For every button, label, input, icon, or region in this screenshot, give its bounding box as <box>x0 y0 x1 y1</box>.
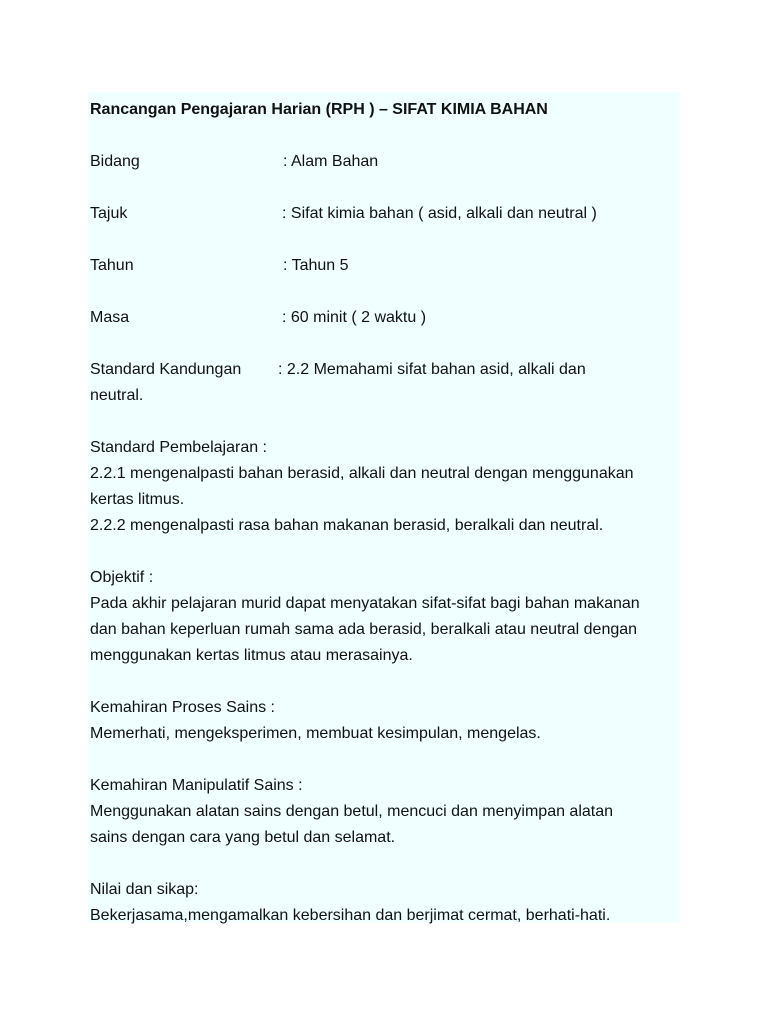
section-heading-objektif: Objektif : <box>90 569 154 586</box>
field-value: : Sifat kimia bahan ( asid, alkali dan neutral ) <box>282 205 597 222</box>
field-label: Standard Kandungan <box>90 361 242 378</box>
section-line: Menggunakan alatan sains dengan betul, mencuci dan menyimpan alatan <box>90 803 614 820</box>
section-heading-kemahiran-proses: Kemahiran Proses Sains : <box>90 699 275 716</box>
section-line: sains dengan cara yang betul dan selamat. <box>90 829 396 846</box>
section-line: 2.2.2 mengenalpasti rasa bahan makanan berasid, beralkali dan neutral. <box>90 517 604 534</box>
document-content <box>90 97 680 929</box>
section-line: dan bahan keperluan rumah sama ada berasid, beralkali atau neutral dengan <box>90 621 638 638</box>
field-masa <box>90 305 680 331</box>
section-line: Bekerjasama,mengamalkan kebersihan dan berjimat cermat, berhati-hati. <box>90 907 611 924</box>
section-line: Pada akhir pelajaran murid dapat menyatakan sifat-sifat bagi bahan makanan <box>90 595 640 612</box>
field-label: Tahun <box>90 257 134 274</box>
section-line: kertas litmus. <box>90 491 185 508</box>
field-label: Bidang <box>90 153 140 170</box>
field-standard-kandungan <box>90 357 680 383</box>
field-tajuk <box>90 201 680 227</box>
field-value: : Tahun 5 <box>283 257 349 274</box>
section-heading-standard-pembelajaran: Standard Pembelajaran : <box>90 439 267 456</box>
field-tahun <box>90 253 680 279</box>
section-heading-nilai: Nilai dan sikap: <box>90 881 199 898</box>
field-label: Masa <box>90 309 130 326</box>
field-value-continuation: neutral. <box>90 387 144 404</box>
field-label: Tajuk <box>90 205 128 222</box>
field-bidang <box>90 149 680 175</box>
field-value: : 60 minit ( 2 waktu ) <box>282 309 427 326</box>
field-value: : Alam Bahan <box>283 153 379 170</box>
field-value: : 2.2 Memahami sifat bahan asid, alkali dan <box>278 361 586 378</box>
section-line: Memerhati, mengeksperimen, membuat kesimpulan, mengelas. <box>90 725 541 742</box>
section-heading-kemahiran-manipulatif: Kemahiran Manipulatif Sains : <box>90 777 303 794</box>
section-line: 2.2.1 mengenalpasti bahan berasid, alkali dan neutral dengan menggunakan <box>90 465 634 482</box>
document-title: Rancangan Pengajaran Harian (RPH ) – SIFAT KIMIA BAHAN <box>90 101 548 118</box>
section-line: menggunakan kertas litmus atau merasainya. <box>90 647 413 664</box>
